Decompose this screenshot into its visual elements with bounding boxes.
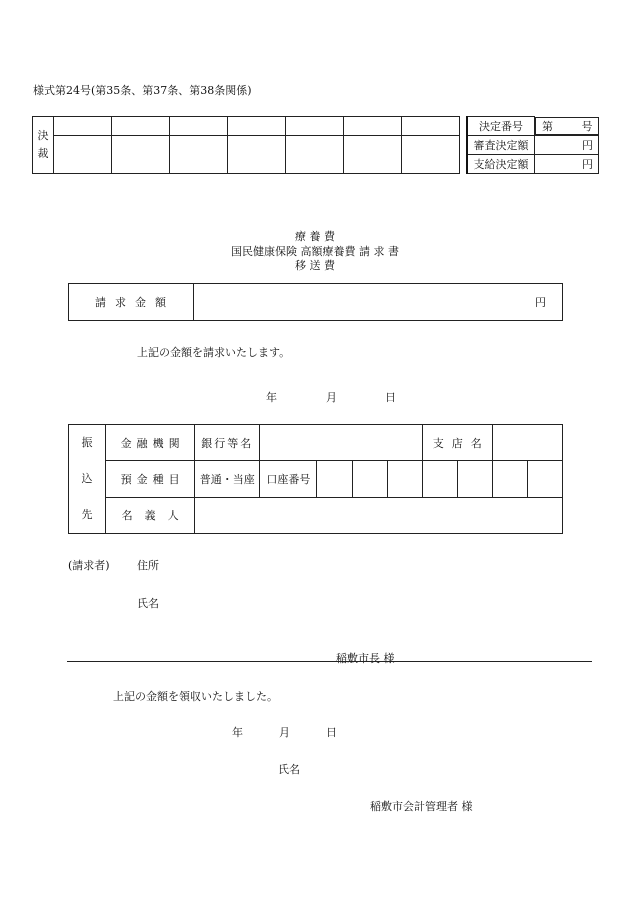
- decision-number-label: 決定番号: [467, 117, 535, 136]
- branch-name-field[interactable]: [492, 425, 562, 461]
- account-digit-box[interactable]: [492, 461, 527, 497]
- financial-institution-label: 金融機関: [106, 425, 195, 461]
- approval-stamp-box[interactable]: [228, 136, 286, 174]
- account-holder-label: 名義人: [106, 497, 195, 533]
- request-date-day[interactable]: 日: [385, 391, 396, 404]
- form-number: 様式第24号(第35条、第37条、第38条関係): [33, 84, 252, 97]
- branch-name-label: 支店名: [422, 425, 492, 461]
- request-date-month[interactable]: 月: [326, 391, 337, 404]
- account-digit-box[interactable]: [317, 461, 352, 497]
- review-amount-label: 審査決定額: [467, 136, 535, 155]
- addressee-treasurer: 稲敷市会計管理者 様: [370, 800, 473, 813]
- decision-number-field[interactable]: 第 号: [535, 117, 599, 135]
- claimant-label: (請求者): [68, 559, 110, 572]
- receipt-date-day[interactable]: 日: [326, 726, 337, 739]
- claimant-address-label: 住所: [137, 559, 159, 572]
- claim-amount-label: 請求金額: [69, 284, 194, 321]
- account-digit-box[interactable]: [422, 461, 457, 497]
- bank-name-field[interactable]: [260, 425, 422, 461]
- approval-stamp-box[interactable]: [112, 136, 170, 174]
- transfer-destination-label: 振 込 先: [69, 425, 106, 534]
- form-title: [0, 230, 630, 274]
- review-amount-field[interactable]: 円: [535, 136, 599, 155]
- account-digit-box[interactable]: [457, 461, 492, 497]
- title-line-1: 療 養 費: [295, 230, 335, 243]
- deposit-type-label: 預金種目: [106, 461, 195, 497]
- payment-amount-field[interactable]: 円: [535, 155, 599, 174]
- receipt-statement: 上記の金額を領収いたしました。: [113, 690, 278, 703]
- account-digit-box[interactable]: [387, 461, 422, 497]
- claimant-name-label: 氏名: [137, 597, 159, 610]
- receipt-date-year[interactable]: 年: [232, 726, 243, 739]
- payment-amount-label: 支給決定額: [467, 155, 535, 174]
- approval-stamp-box[interactable]: [402, 117, 460, 136]
- approval-stamp-box[interactable]: [54, 117, 112, 136]
- request-date-year[interactable]: 年: [266, 391, 277, 404]
- account-number-label: 口座番号: [260, 461, 317, 497]
- approval-stamp-box[interactable]: [170, 136, 228, 174]
- title-line-2: 国民健康保険 高額療養費 請 求 書: [231, 244, 399, 258]
- approval-table: [32, 116, 599, 174]
- approval-stamp-box[interactable]: [228, 117, 286, 136]
- account-digit-box[interactable]: [352, 461, 387, 497]
- claim-amount-field[interactable]: 円: [194, 284, 563, 321]
- receipt-date-month[interactable]: 月: [279, 726, 290, 739]
- approval-stamp-box[interactable]: [286, 136, 344, 174]
- bank-transfer-table: [68, 424, 563, 534]
- approval-stamp-box[interactable]: [112, 117, 170, 136]
- account-digit-box[interactable]: [527, 461, 562, 497]
- claim-amount-table: [68, 283, 563, 321]
- request-statement: 上記の金額を請求いたします。: [137, 346, 291, 359]
- kessai-label: 決 裁: [33, 117, 54, 174]
- bank-name-label: 銀行等名: [195, 425, 260, 461]
- divider-line: [67, 661, 592, 662]
- deposit-type-value[interactable]: 普通・当座: [195, 461, 260, 497]
- addressee-mayor: 稲敷市長 様: [336, 652, 395, 665]
- account-holder-field[interactable]: [195, 497, 563, 533]
- receipt-name-label: 氏名: [278, 763, 300, 776]
- approval-stamp-box[interactable]: [344, 117, 402, 136]
- title-line-3: 移 送 費: [295, 259, 335, 272]
- approval-stamp-box[interactable]: [54, 136, 112, 174]
- approval-stamp-box[interactable]: [344, 136, 402, 174]
- approval-stamp-box[interactable]: [170, 117, 228, 136]
- approval-stamp-box[interactable]: [286, 117, 344, 136]
- approval-stamp-box[interactable]: [402, 136, 460, 174]
